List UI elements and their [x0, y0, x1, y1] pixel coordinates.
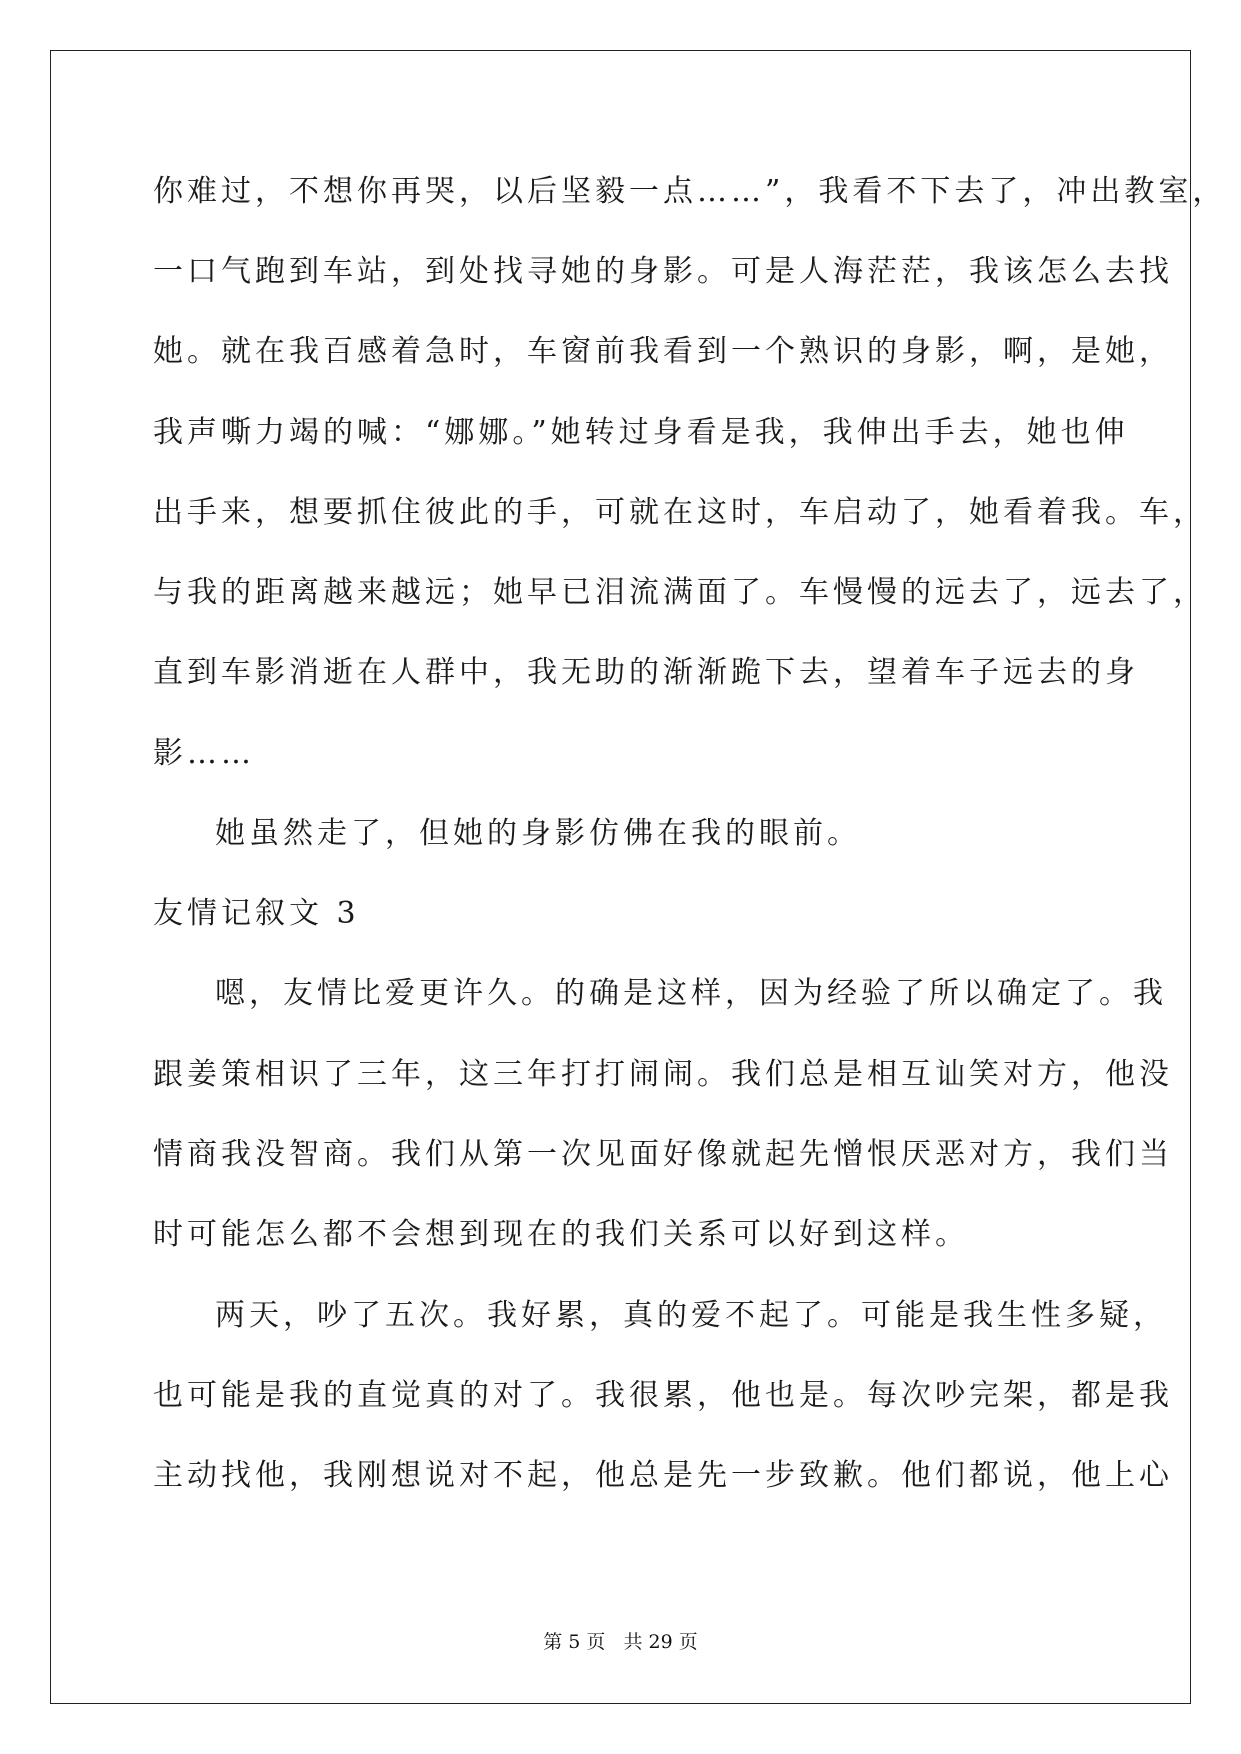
body-line: 你难过，不想你再哭，以后坚毅一点……”，我看不下去了，冲出教室，	[153, 174, 1227, 209]
page-total: 共 29 页	[623, 1631, 698, 1653]
body-line: 也可能是我的直觉真的对了。我很累，他也是。每次吵完架，都是我	[153, 1378, 1173, 1413]
body-line: 跟姜策相识了三年，这三年打打闹闹。我们总是相互讪笑对方，他没	[153, 1057, 1173, 1092]
page-number: 第 5 页	[543, 1631, 606, 1653]
paragraph-line: 她虽然走了，但她的身影仿佛在我的眼前。	[215, 816, 861, 851]
body-line: 我声嘶力竭的喊：“娜娜。”她转过身看是我，我伸出手去，她也伸	[153, 415, 1129, 450]
body-line: 影……	[153, 736, 255, 771]
section-heading: 友情记叙文 3	[153, 896, 360, 931]
body-line: 主动找他，我刚想说对不起，他总是先一步致歉。他们都说，他上心	[153, 1458, 1173, 1493]
paragraph-line: 嗯，友情比爱更许久。的确是这样，因为经验了所以确定了。我	[215, 976, 1167, 1011]
paragraph-line: 两天，吵了五次。我好累，真的爱不起了。可能是我生性多疑，	[215, 1298, 1167, 1333]
body-line: 时可能怎么都不会想到现在的我们关系可以好到这样。	[153, 1217, 969, 1252]
body-line: 出手来，想要抓住彼此的手，可就在这时，车启动了，她看着我。车，	[153, 495, 1207, 530]
page-footer	[0, 1627, 1241, 1654]
body-line: 情商我没智商。我们从第一次见面好像就起先憎恨厌恶对方，我们当	[153, 1137, 1173, 1172]
body-line: 一口气跑到车站，到处找寻她的身影。可是人海茫茫，我该怎么去找	[153, 254, 1173, 289]
body-line: 与我的距离越来越远；她早已泪流满面了。车慢慢的远去了，远去了，	[153, 575, 1207, 610]
body-line: 她。就在我百感着急时，车窗前我看到一个熟识的身影，啊，是她，	[153, 334, 1173, 369]
body-line: 直到车影消逝在人群中，我无助的渐渐跪下去，望着车子远去的身	[153, 655, 1139, 690]
